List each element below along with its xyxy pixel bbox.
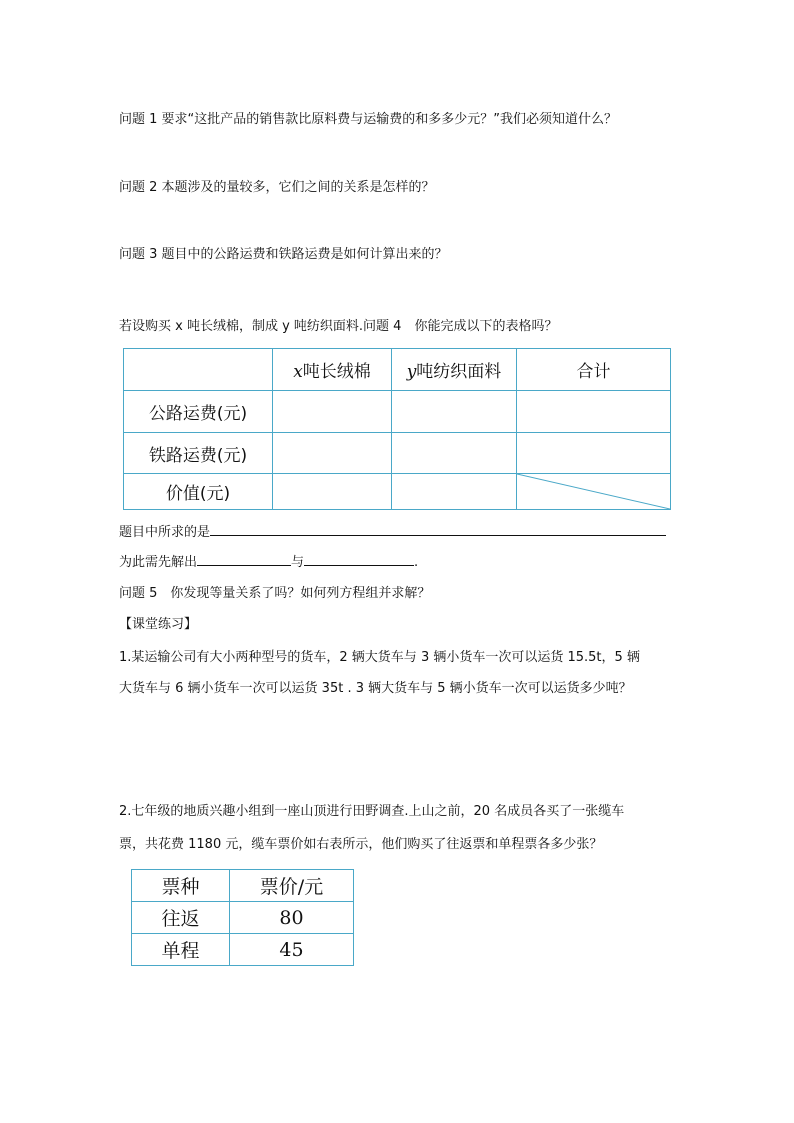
solve-prefix: 为此需先解出	[119, 555, 198, 570]
exercise-2-line-2: 票，共花费 1180 元，缆车票价如右表所示，他们购买了往返票和单程票各多少张？	[119, 837, 603, 852]
ticket-price: 80	[230, 902, 354, 934]
exercise-2-line-1: 2.七年级的地质兴趣小组到一座山顶进行田野调查.上山之前，20 名成员各买了一张缆车	[119, 804, 625, 819]
table-row	[124, 474, 671, 510]
exercise-1-line-1: 1.某运输公司有大小两种型号的货车，2 辆大货车与 3 辆小货车一次可以运货 15.5t，5 辆	[119, 650, 640, 665]
question-4-intro: 若设购买 x 吨长绒棉，制成 y 吨纺织面料.问题 4 你能完成以下的表格吗？	[119, 319, 558, 334]
table-row	[132, 934, 354, 966]
ask-line	[119, 521, 666, 540]
solve-end: .	[414, 555, 419, 570]
table-cell[interactable]	[273, 433, 392, 474]
table-header-type: 票种	[132, 870, 230, 902]
table-cell[interactable]	[517, 433, 671, 474]
table-cell[interactable]	[392, 474, 517, 510]
ticket-price: 45	[230, 934, 354, 966]
table-cell[interactable]	[273, 474, 392, 510]
table-row	[124, 433, 671, 474]
table-header-total: 合计	[517, 349, 671, 391]
answer-blank-2[interactable]	[304, 553, 414, 566]
ask-label: 题目中所求的是	[119, 525, 211, 540]
table-header-row	[132, 870, 354, 902]
ticket-type: 单程	[132, 934, 230, 966]
table-header-row	[124, 349, 671, 391]
table-header-y: y吨纺织面料	[392, 349, 517, 391]
table-cell[interactable]	[273, 391, 392, 433]
ticket-price-table	[131, 869, 354, 966]
solve-and: 与	[291, 555, 305, 570]
ticket-type: 往返	[132, 902, 230, 934]
question-5: 问题 5 你发现等量关系了吗？如何列方程组并求解？	[119, 586, 431, 601]
question-2: 问题 2 本题涉及的量较多，它们之间的关系是怎样的？	[119, 180, 435, 195]
diagonal-cell	[517, 474, 671, 510]
table-header-price: 票价/元	[230, 870, 354, 902]
diagonal-line	[517, 474, 670, 509]
row-label-value: 价值(元)	[124, 474, 273, 510]
question-3: 问题 3 题目中的公路运费和铁路运费是如何计算出来的？	[119, 247, 448, 262]
row-label-rail: 铁路运费(元)	[124, 433, 273, 474]
table-header-x: x吨长绒棉	[273, 349, 392, 391]
question-1: 问题 1 要求“这批产品的销售款比原料费与运输费的和多多少元？”我们必须知道什么？	[119, 112, 618, 127]
table-header-empty	[124, 349, 273, 391]
table-row	[132, 902, 354, 934]
table-cell[interactable]	[392, 391, 517, 433]
freight-table	[123, 348, 671, 510]
table-cell[interactable]	[517, 391, 671, 433]
row-label-road: 公路运费(元)	[124, 391, 273, 433]
answer-blank-1[interactable]	[197, 553, 291, 566]
answer-blank[interactable]	[210, 523, 666, 536]
table-row	[124, 391, 671, 433]
solve-line	[119, 551, 418, 570]
exercise-1-line-2: 大货车与 6 辆小货车一次可以运货 35t . 3 辆大货车与 5 辆小货车一次可以运货多少吨？	[119, 681, 632, 696]
table-cell[interactable]	[392, 433, 517, 474]
practice-heading: 【课堂练习】	[119, 617, 198, 632]
